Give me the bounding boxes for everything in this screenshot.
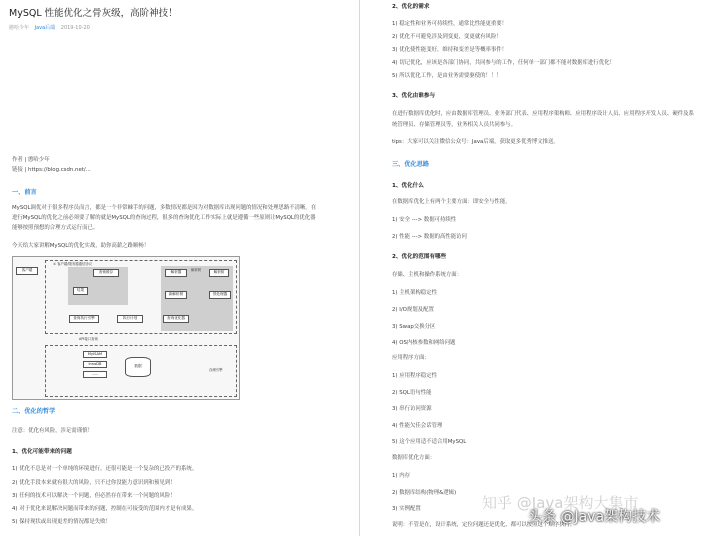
problem-item-5: 5) 保持现状或出现更差的情况都是失败！ <box>12 519 111 525</box>
diagram-storage-label: 存储引擎 <box>209 368 223 372</box>
mysql-query-flow-diagram <box>12 256 240 400</box>
section-heading-philosophy: 二、优化的哲学 <box>12 408 56 415</box>
what-item-1: 1) 安全 ---> 数据可持续性 <box>392 217 457 223</box>
subheading-what: 1、优化什么 <box>392 183 424 189</box>
preface-para-3: 能够按照预想的合理方式运行而已。 <box>12 225 99 231</box>
preface-intro: 今天给大家讲解MySQL的优化实战，助你高薪之路顺畅！ <box>12 243 150 249</box>
diagram-result: 结果 <box>73 287 88 295</box>
scope-host-intro: 存储、主机和操作系统方面： <box>392 272 463 278</box>
meta-date: 2019-10-20 <box>60 25 90 31</box>
db-item-3: 3) 实例配置 <box>392 506 421 512</box>
meta-author: 憨哈少年 <box>9 25 30 31</box>
zhihu-watermark: 知乎 @Java架构大集市 <box>482 494 639 512</box>
preface-para-1: MySQL调优对于很多程序员而言，都是一个非常棘手的问题，多数情况都是因为对数据库出现问题的情况和处理思路不清晰。在 <box>12 205 317 211</box>
what-intro: 在数据库优化上有两个主要方面：即安全与性能。 <box>392 199 511 205</box>
diagram-optimizer: 查询优化器 <box>163 315 189 323</box>
app-item-1: 1) 应用程序稳定性 <box>392 373 437 379</box>
subheading-problems: 1、优化可能带来的问题 <box>12 449 72 455</box>
req-item-5: 5) 所以优化工作，是由业务需要驱使的！！！ <box>392 73 502 79</box>
meta-source-link[interactable]: Java后端 <box>34 25 56 31</box>
problem-item-2: 2) 优化手段本来就有很大的风险，只不过你没能力意识到和预见到！ <box>12 480 176 486</box>
diagram-parse-tree-label: 解析树 <box>191 268 202 272</box>
host-item-4: 4) OS内核参数和网络问题 <box>392 340 456 346</box>
link-line: 链接 | https://blog.csdn.net/... <box>12 167 91 173</box>
preface-para-2: 进行MySQL的优化之前必须要了解的就是MySQL的查询过程，很多的查询优化工作实际上就是遵循一些原则让MySQL的优化器 <box>12 215 316 221</box>
diagram-new-parse-tree: 新解析树 <box>165 291 187 299</box>
diagram-client: 客户端 <box>16 267 38 275</box>
diagram-query-cache: 查询缓存 <box>93 269 119 277</box>
what-item-2: 2) 性能 ---> 数据的高性能访问 <box>392 234 467 240</box>
section-heading-approach: 三、优化思路 <box>392 161 430 168</box>
scope-app-intro: 应用程序方面： <box>392 355 430 361</box>
problem-item-1: 1) 优化不总是对一个单纯的环境进行，还很可能是一个复杂的已投产的系统。 <box>12 466 198 472</box>
participants-para-2: 统管理员、存储管理员等，业务相关人员共同参与。 <box>392 122 516 128</box>
diagram-preprocessor: 预处理器 <box>209 291 231 299</box>
scope-note: 说明：不管是在，设计系统，定位问题还是优化，都可以按照这个顺序执行。 <box>392 522 576 528</box>
philosophy-note: 注意：优化有风险，涉足需谨慎！ <box>12 428 93 434</box>
toutiao-watermark: 头条 @Java架构技术 <box>528 509 661 525</box>
problem-item-3: 3) 任何的技术可以解决一个问题，但必然存在带来一个问题的风险！ <box>12 493 176 499</box>
engine-innodb: InnoDB <box>83 361 107 368</box>
diagram-protocol-label: ① 客户端/服务器通信协议 <box>53 262 93 266</box>
db-item-2: 2) 数据库结构(物理&逻辑) <box>392 490 457 496</box>
scope-db-intro: 数据库优化方面： <box>392 455 436 461</box>
diagram-api-label: API接口查询 <box>79 337 98 341</box>
app-item-4: 4) 性能欠佳会话管理 <box>392 423 443 429</box>
author-line: 作者 | 憨哈少年 <box>12 157 50 163</box>
app-item-5: 5) 这个应用适不适合用MySQL <box>392 439 467 445</box>
article-title: MySQL 性能优化之骨灰级，高阶神技！ <box>9 8 178 19</box>
req-item-4: 4) 切记优化，应该是各部门协同，共同参与的工作，任何单一部门都不能对数据库进行优化！ <box>392 60 615 66</box>
req-item-1: 1) 稳定性和业务可持续性，通常比性能更重要！ <box>392 21 508 27</box>
app-item-3: 3) 串行访问资源 <box>392 406 432 412</box>
right-page <box>360 0 720 536</box>
subheading-requirements: 2、优化的需求 <box>392 4 430 10</box>
diagram-exec-engine: 查询执行引擎 <box>69 315 99 323</box>
subheading-scope: 2、优化的范围有哪些 <box>392 254 447 260</box>
db-item-1: 1) 内存 <box>392 473 411 479</box>
host-item-2: 2) I/O规划及配置 <box>392 307 434 313</box>
host-item-1: 1) 主机架构稳定性 <box>392 290 437 296</box>
participants-para-1: 在进行数据库优化时，应由数据库管理员、业务部门代表、应用程序架构师、应用程序设计人员、应用程序开发人员、硬件及系 <box>392 111 694 117</box>
diagram-parser: 解析器 <box>165 269 187 277</box>
section-heading-preface: 一、前言 <box>12 189 37 196</box>
tips-line: tips：大家可以关注微信公众号：Java后端，获取更多优秀博文推送。 <box>392 139 559 145</box>
diagram-parse-tree: 解析树 <box>209 269 229 277</box>
diagram-data-store: 数据 <box>125 357 151 377</box>
subheading-participants: 3、优化由谁参与 <box>392 93 436 99</box>
req-item-3: 3) 优化使性能变好，维持和变差是等概率事件！ <box>392 47 508 53</box>
host-item-3: 3) Swap交换分区 <box>392 324 436 330</box>
article-meta <box>9 25 90 32</box>
diagram-exec-plan: 执行计划 <box>117 315 143 323</box>
engine-others: ...... <box>83 371 107 378</box>
app-item-2: 2) SQL语句性能 <box>392 390 432 396</box>
problem-item-4: 4) 对于优化来说解决问题而带来的问题，控制在可接受的范围内才是有成果。 <box>12 506 198 512</box>
req-item-2: 2) 优化不可避免涉及到变更，变更就有风险！ <box>392 34 502 40</box>
engine-myisam: MyISAM <box>83 351 107 358</box>
